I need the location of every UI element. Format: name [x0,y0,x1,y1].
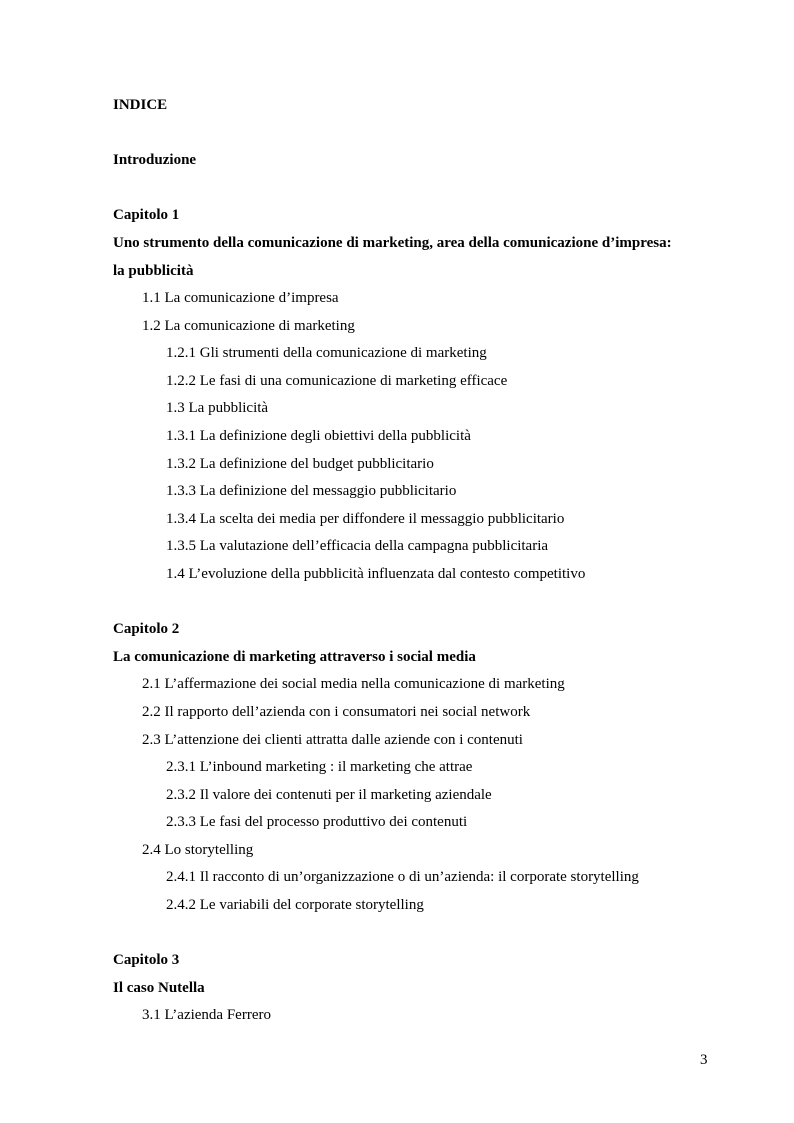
toc-entry-1-2-2[interactable]: 1.2.2 Le fasi di una comunicazione di marketing efficace [166,373,508,389]
toc-entry-2-4-1[interactable]: 2.4.1 Il racconto di un’organizzazione o di un’azienda: il corporate storytelling [166,869,639,885]
toc-entry-1-3-3[interactable]: 1.3.3 La definizione del messaggio pubblicitario [166,483,457,499]
toc-entry-1-4[interactable]: 1.4 L’evoluzione della pubblicità influenzata dal contesto competitivo [166,566,586,582]
toc-entry-2-1[interactable]: 2.1 L’affermazione dei social media nella comunicazione di marketing [142,676,565,692]
chapter-1-heading[interactable]: Capitolo 1 [113,207,180,223]
toc-entry-1-2[interactable]: 1.2 La comunicazione di marketing [142,318,355,334]
toc-entry-1-3-5[interactable]: 1.3.5 La valutazione dell’efficacia della campagna pubblicitaria [166,538,549,554]
toc-introduction[interactable]: Introduzione [113,152,197,168]
chapter-2-heading[interactable]: Capitolo 2 [113,621,180,637]
toc-entry-1-3[interactable]: 1.3 La pubblicità [166,400,269,416]
toc-entry-1-3-2[interactable]: 1.3.2 La definizione del budget pubblicitario [166,456,434,472]
toc-entry-1-3-1[interactable]: 1.3.1 La definizione degli obiettivi della pubblicità [166,428,471,444]
toc-entry-3-1[interactable]: 3.1 L’azienda Ferrero [142,1007,271,1023]
toc-entry-1-2-1[interactable]: 1.2.1 Gli strumenti della comunicazione di marketing [166,345,487,361]
toc-entry-2-3-2[interactable]: 2.3.2 Il valore dei contenuti per il marketing aziendale [166,787,492,803]
toc-entry-1-3-4[interactable]: 1.3.4 La scelta dei media per diffondere il messaggio pubblicitario [166,511,565,527]
chapter-1-title-continued[interactable]: la pubblicità [113,263,194,279]
chapter-2-title[interactable]: La comunicazione di marketing attraverso i social media [113,649,476,665]
page-number: 3 [700,1052,708,1068]
toc-entry-2-2[interactable]: 2.2 Il rapporto dell’azienda con i consumatori nei social network [142,704,531,720]
toc-entry-1-1[interactable]: 1.1 La comunicazione d’impresa [142,290,339,306]
toc-entry-2-3-1[interactable]: 2.3.1 L’inbound marketing : il marketing che attrae [166,759,473,775]
toc-entry-2-4-2[interactable]: 2.4.2 Le variabili del corporate storytelling [166,897,424,913]
toc-entry-2-3-3[interactable]: 2.3.3 Le fasi del processo produttivo dei contenuti [166,814,468,830]
chapter-3-heading[interactable]: Capitolo 3 [113,952,180,968]
chapter-3-title[interactable]: Il caso Nutella [113,980,205,996]
index-title: INDICE [113,97,168,113]
toc-entry-2-4[interactable]: 2.4 Lo storytelling [142,842,254,858]
toc-entry-2-3[interactable]: 2.3 L’attenzione dei clienti attratta dalle aziende con i contenuti [142,732,523,748]
chapter-1-title[interactable]: Uno strumento della comunicazione di marketing, area della comunicazione d’impresa: [113,235,672,251]
